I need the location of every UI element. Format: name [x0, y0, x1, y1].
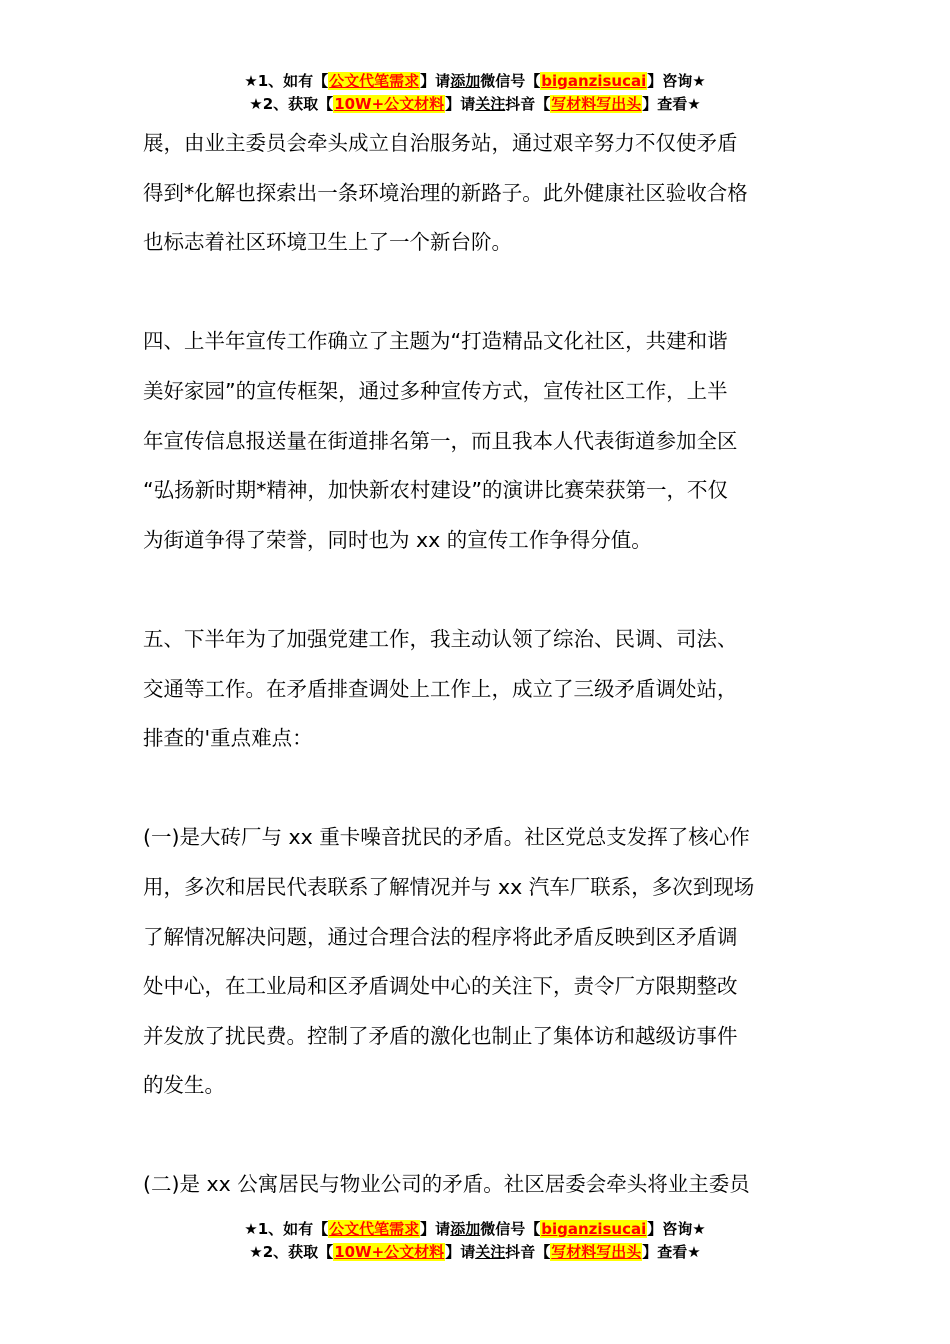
highlight-wechat-id: biganzisucai	[541, 1220, 647, 1238]
paragraph-4: (一)是大砖厂与 xx 重卡噪音扰民的矛盾。社区党总支发挥了核心作 用，多次和居民代表联系了解情况并与 xx 汽车厂联系，多次到现场 了解情况解决问题，通过合理合法的程序将此矛盾反映到区矛盾调 处中心，在工业局和区矛盾调处中心的关注下，责令厂方限期整改 并发放了扰民费。控制了矛盾的激化也制止了集体访和越级访事件 的发生。	[143, 825, 755, 1098]
header-line-2: ★2、获取【10W+公文材料】请关注抖音【写材料写出头】查看★	[249, 95, 701, 113]
highlight-materials: 10W+公文材料	[334, 95, 445, 113]
paragraph-1: 展，由业主委员会牵头成立自治服务站，通过艰辛努力不仅使矛盾 得到*化解也探索出一条环境治理的新路子。此外健康社区验收合格 也标志着社区环境卫生上了一个新台阶。	[143, 131, 748, 255]
highlight-service: 公文代笔需求	[329, 72, 420, 90]
document-body	[143, 119, 808, 1210]
highlight-douyin: 写材料写出头	[551, 1243, 642, 1261]
header-banner	[0, 70, 950, 116]
paragraph-5: (二)是 xx 公寓居民与物业公司的矛盾。社区居委会牵头将业主委员	[143, 1172, 750, 1197]
highlight-materials: 10W+公文材料	[334, 1243, 445, 1261]
highlight-service: 公文代笔需求	[329, 1220, 420, 1238]
paragraph-3: 五、下半年为了加强党建工作，我主动认领了综治、民调、司法、 交通等工作。在矛盾排查调处上工作上，成立了三级矛盾调处站， 排查的'重点难点：	[143, 626, 738, 751]
highlight-wechat-id: biganzisucai	[541, 72, 647, 90]
footer-line-1: ★1、如有【公文代笔需求】请添加微信号【biganzisucai】咨询★	[244, 1220, 706, 1238]
footer-line-2: ★2、获取【10W+公文材料】请关注抖音【写材料写出头】查看★	[249, 1243, 701, 1261]
footer-banner	[0, 1218, 950, 1264]
header-line-1: ★1、如有【公文代笔需求】请添加微信号【biganzisucai】咨询★	[244, 72, 706, 90]
highlight-douyin: 写材料写出头	[551, 95, 642, 113]
paragraph-2: 四、上半年宣传工作确立了主题为“打造精品文化社区，共建和谐 美好家园”的宣传框架，通过多种宣传方式，宣传社区工作，上半 年宣传信息报送量在街道排名第一，而且我本人代表街道参加全区 “弘扬新时期*精神，加快新农村建设”的演讲比赛荣获第一，不仅 为街道争得了荣誉，同时也为 xx 的宣传工作争得分值。	[143, 329, 738, 552]
